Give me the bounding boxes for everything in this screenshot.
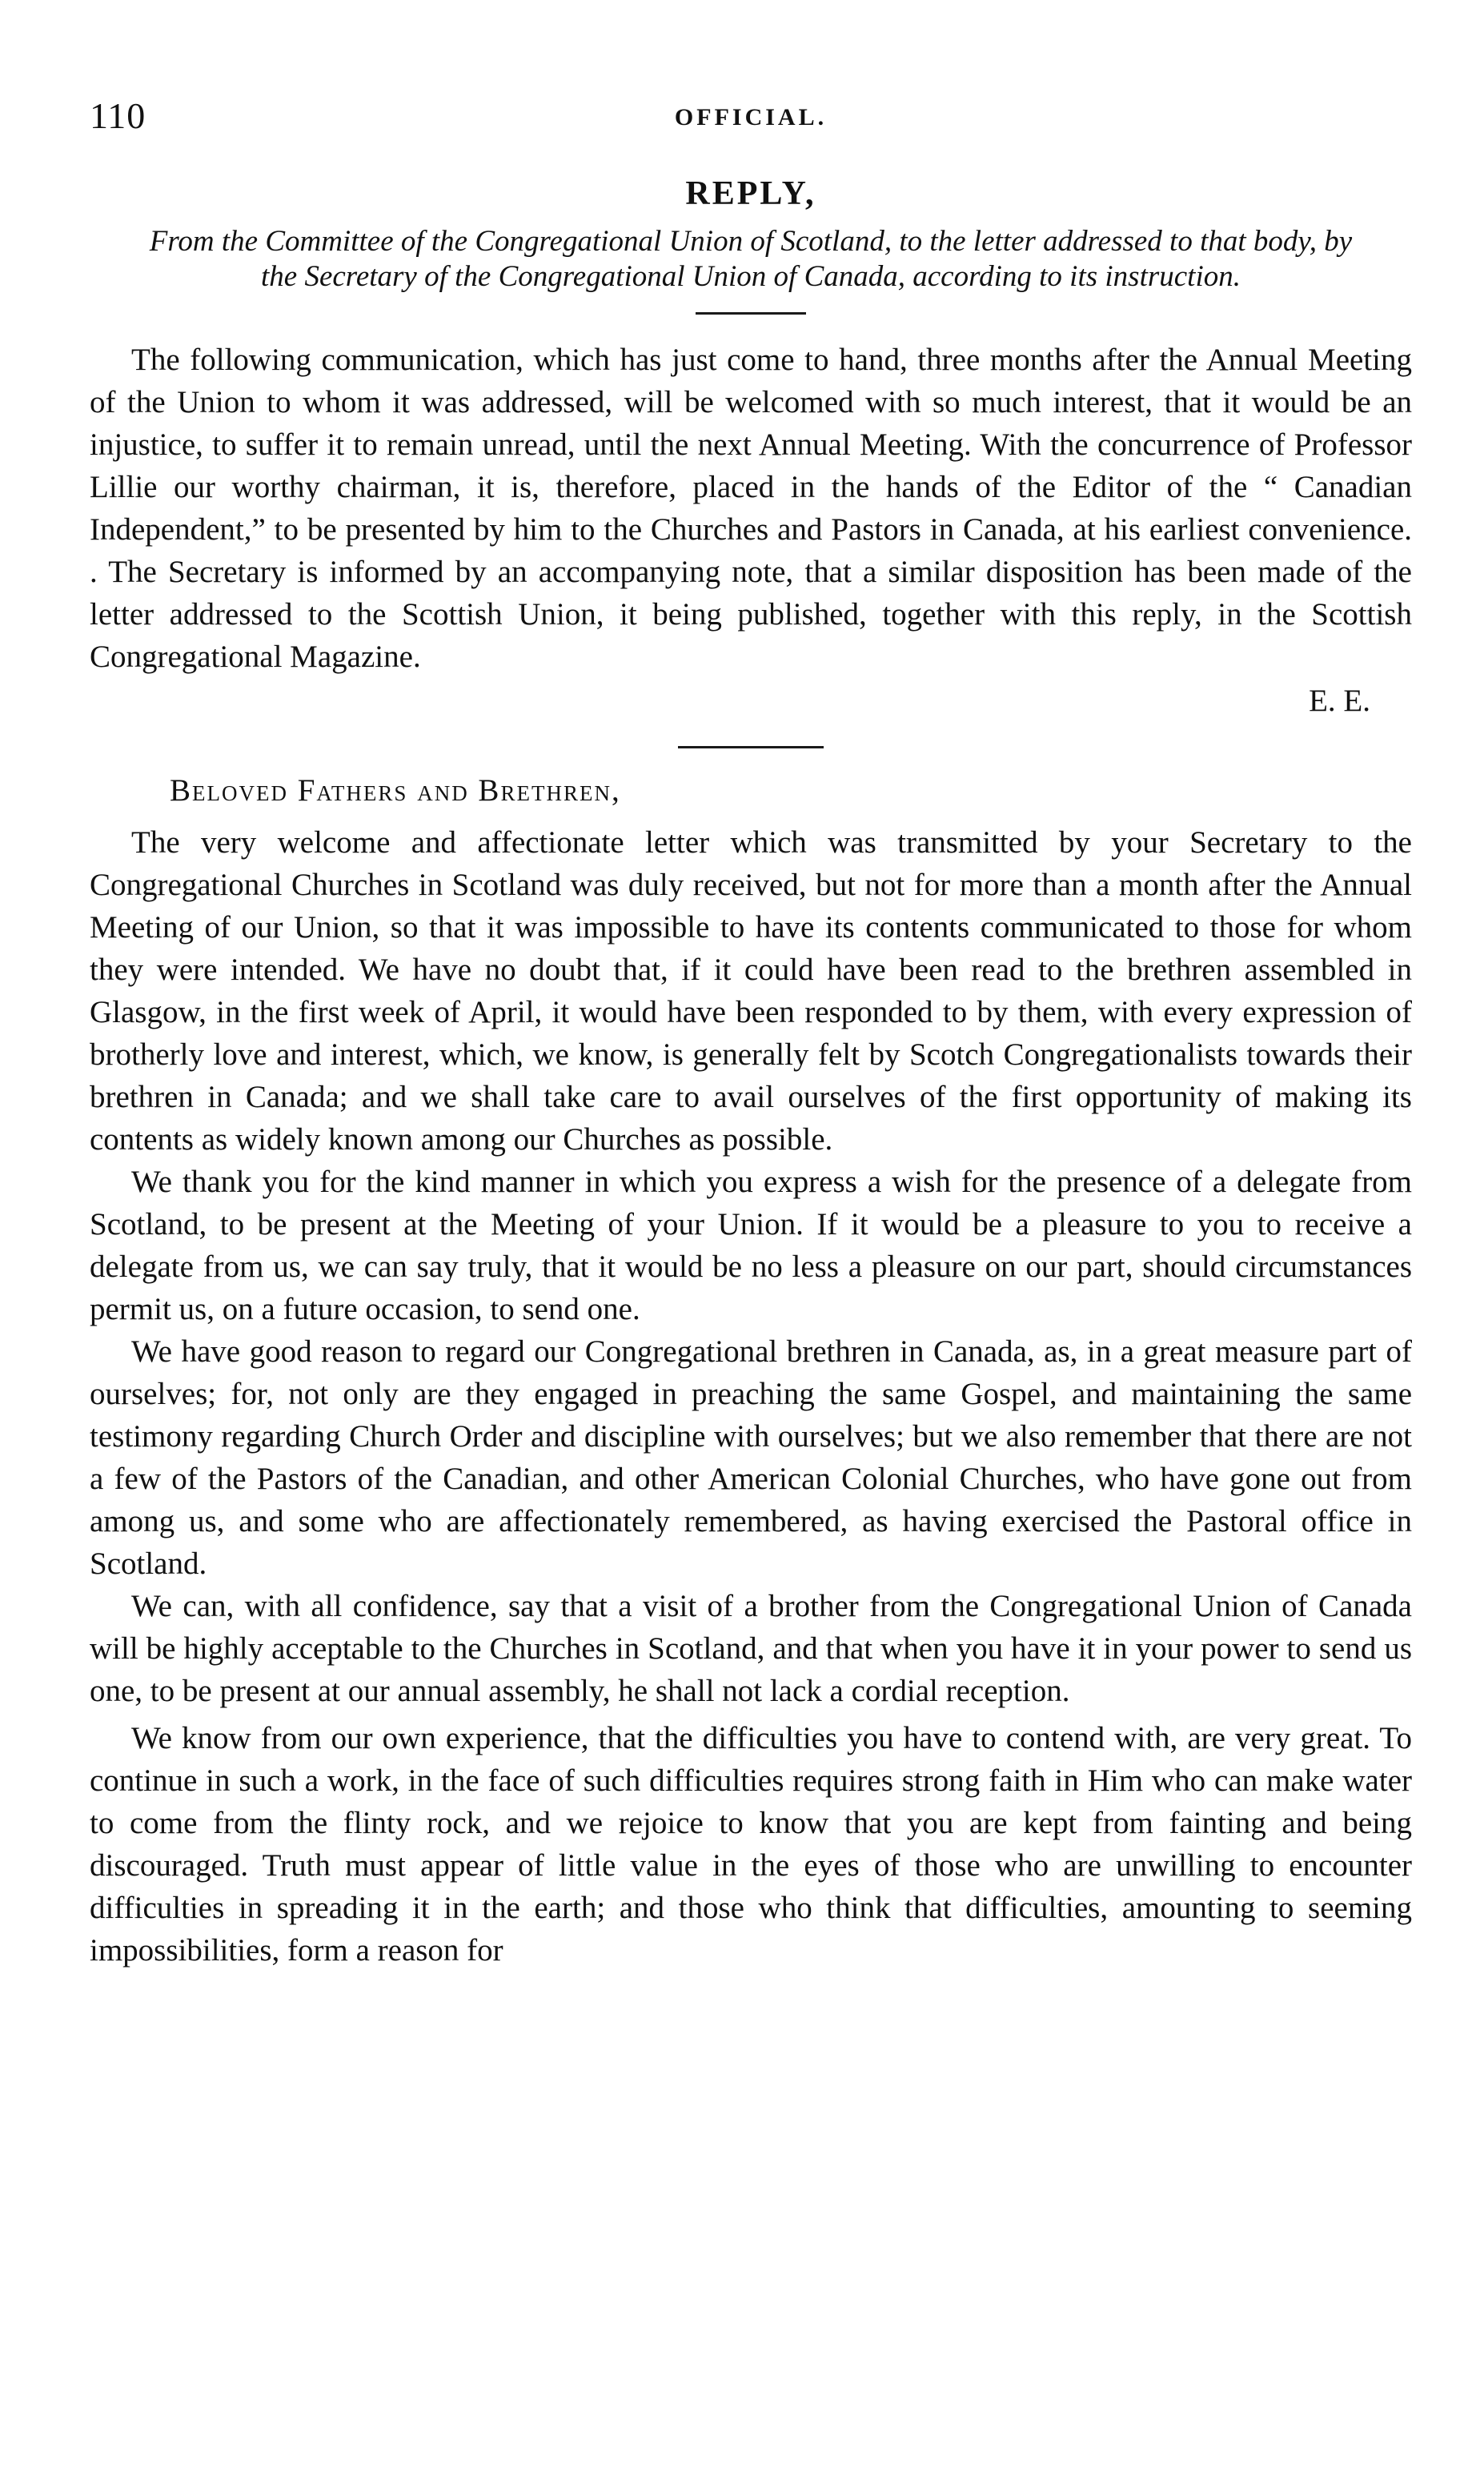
article-title: REPLY, <box>685 175 816 212</box>
intro-paragraph: The following communication, which has just come to hand, three months after the Annual Meeting of the Union to whom it was addressed, will be welcomed with so much interest, that it would be an injustice, to suffer it to remain unread, until the next Annual Meeting. With the concurrence of Professor Lillie our worthy chairman, it is, therefore, placed in the hands of the Editor of the “ Canadian Independent,” to be presented by him to the Churches and Pastors in Canada, at his earliest convenience. . The Secretary is informed by an accompanying note, that a similar disposition has been made of the letter addressed to the Scottish Union, it being published, together with this reply, in the Scottish Congregational Magazine. <box>90 343 1412 674</box>
running-head <box>90 94 1412 142</box>
body-paragraph: We know from our own experience, that the difficulties you have to contend with, are very great. To continue in such a work, in the face of such difficulties requires strong faith in Him who can make water to come from the flinty rock, and we rejoice to know that you are kept from fainting and being discouraged. Truth must appear of little value in the eyes of those who are unwilling to encounter difficulties in spreading it in the earth; and those who think that difficulties, amounting to seeming impossibilities, form a reason for <box>90 1721 1412 1968</box>
body-paragraph: We have good reason to regard our Congregational brethren in Canada, as, in a great measure part of ourselves; for, not only are they engaged in preaching the same Gospel, and maintaining the same testimony regarding Church Order and discipline with ourselves; but we also remember that there are not a few of the Pastors of the Canadian, and other American Colonial Churches, who have gone out from among us, and some who are affectionately remembered, as having exercised the Pastoral office in Scotland. <box>90 1334 1412 1581</box>
intro-signature: E. E. <box>1309 684 1370 718</box>
body-paragraph: The very welcome and affectionate letter which was transmitted by your Secretary to the Congregational Churches in Scotland was duly received, but not for more than a month after the Annual Meeting of our Union, so that it was impossible to have its contents communicated to those for whom they were intended. We have no doubt that, if it could have been read to the brethren assembled in Glasgow, in the first week of April, it would have been responded to by them, with every expression of brotherly love and interest, which, we know, is generally felt by Scotch Congregationalists towards their brethren in Canada; and we shall take care to avail ourselves of the first opportunity of making its contents as widely known among our Churches as possible. <box>90 825 1412 1157</box>
section-divider <box>678 746 824 748</box>
page <box>90 94 1412 1972</box>
running-title: OFFICIAL. <box>674 104 828 130</box>
page-number: 110 <box>90 95 146 136</box>
short-divider <box>696 312 806 315</box>
article-subtitle: From the Committee of the Congregational Union of Scotland, to the letter addressed to that body, by the Secretary of the Congregational Union of Canada, according to its instruction. <box>149 225 1353 293</box>
body-paragraph: We thank you for the kind manner in which you express a wish for the presence of a delegate from Scotland, to be present at the Meeting of your Union. If it would be a pleasure to you to receive a delegate from us, we can say truly, that it would be no less a pleasure on our part, should circumstances permit us, on a future occasion, to send one. <box>90 1165 1412 1326</box>
salutation: Beloved Fathers and Brethren, <box>170 773 621 808</box>
body-paragraph: We can, with all confidence, say that a visit of a brother from the Congregational Union of Canada will be highly acceptable to the Churches in Scotland, and that when you have it in your power to send us one, to be present at our annual assembly, he shall not lack a cordial reception. <box>90 1589 1412 1708</box>
